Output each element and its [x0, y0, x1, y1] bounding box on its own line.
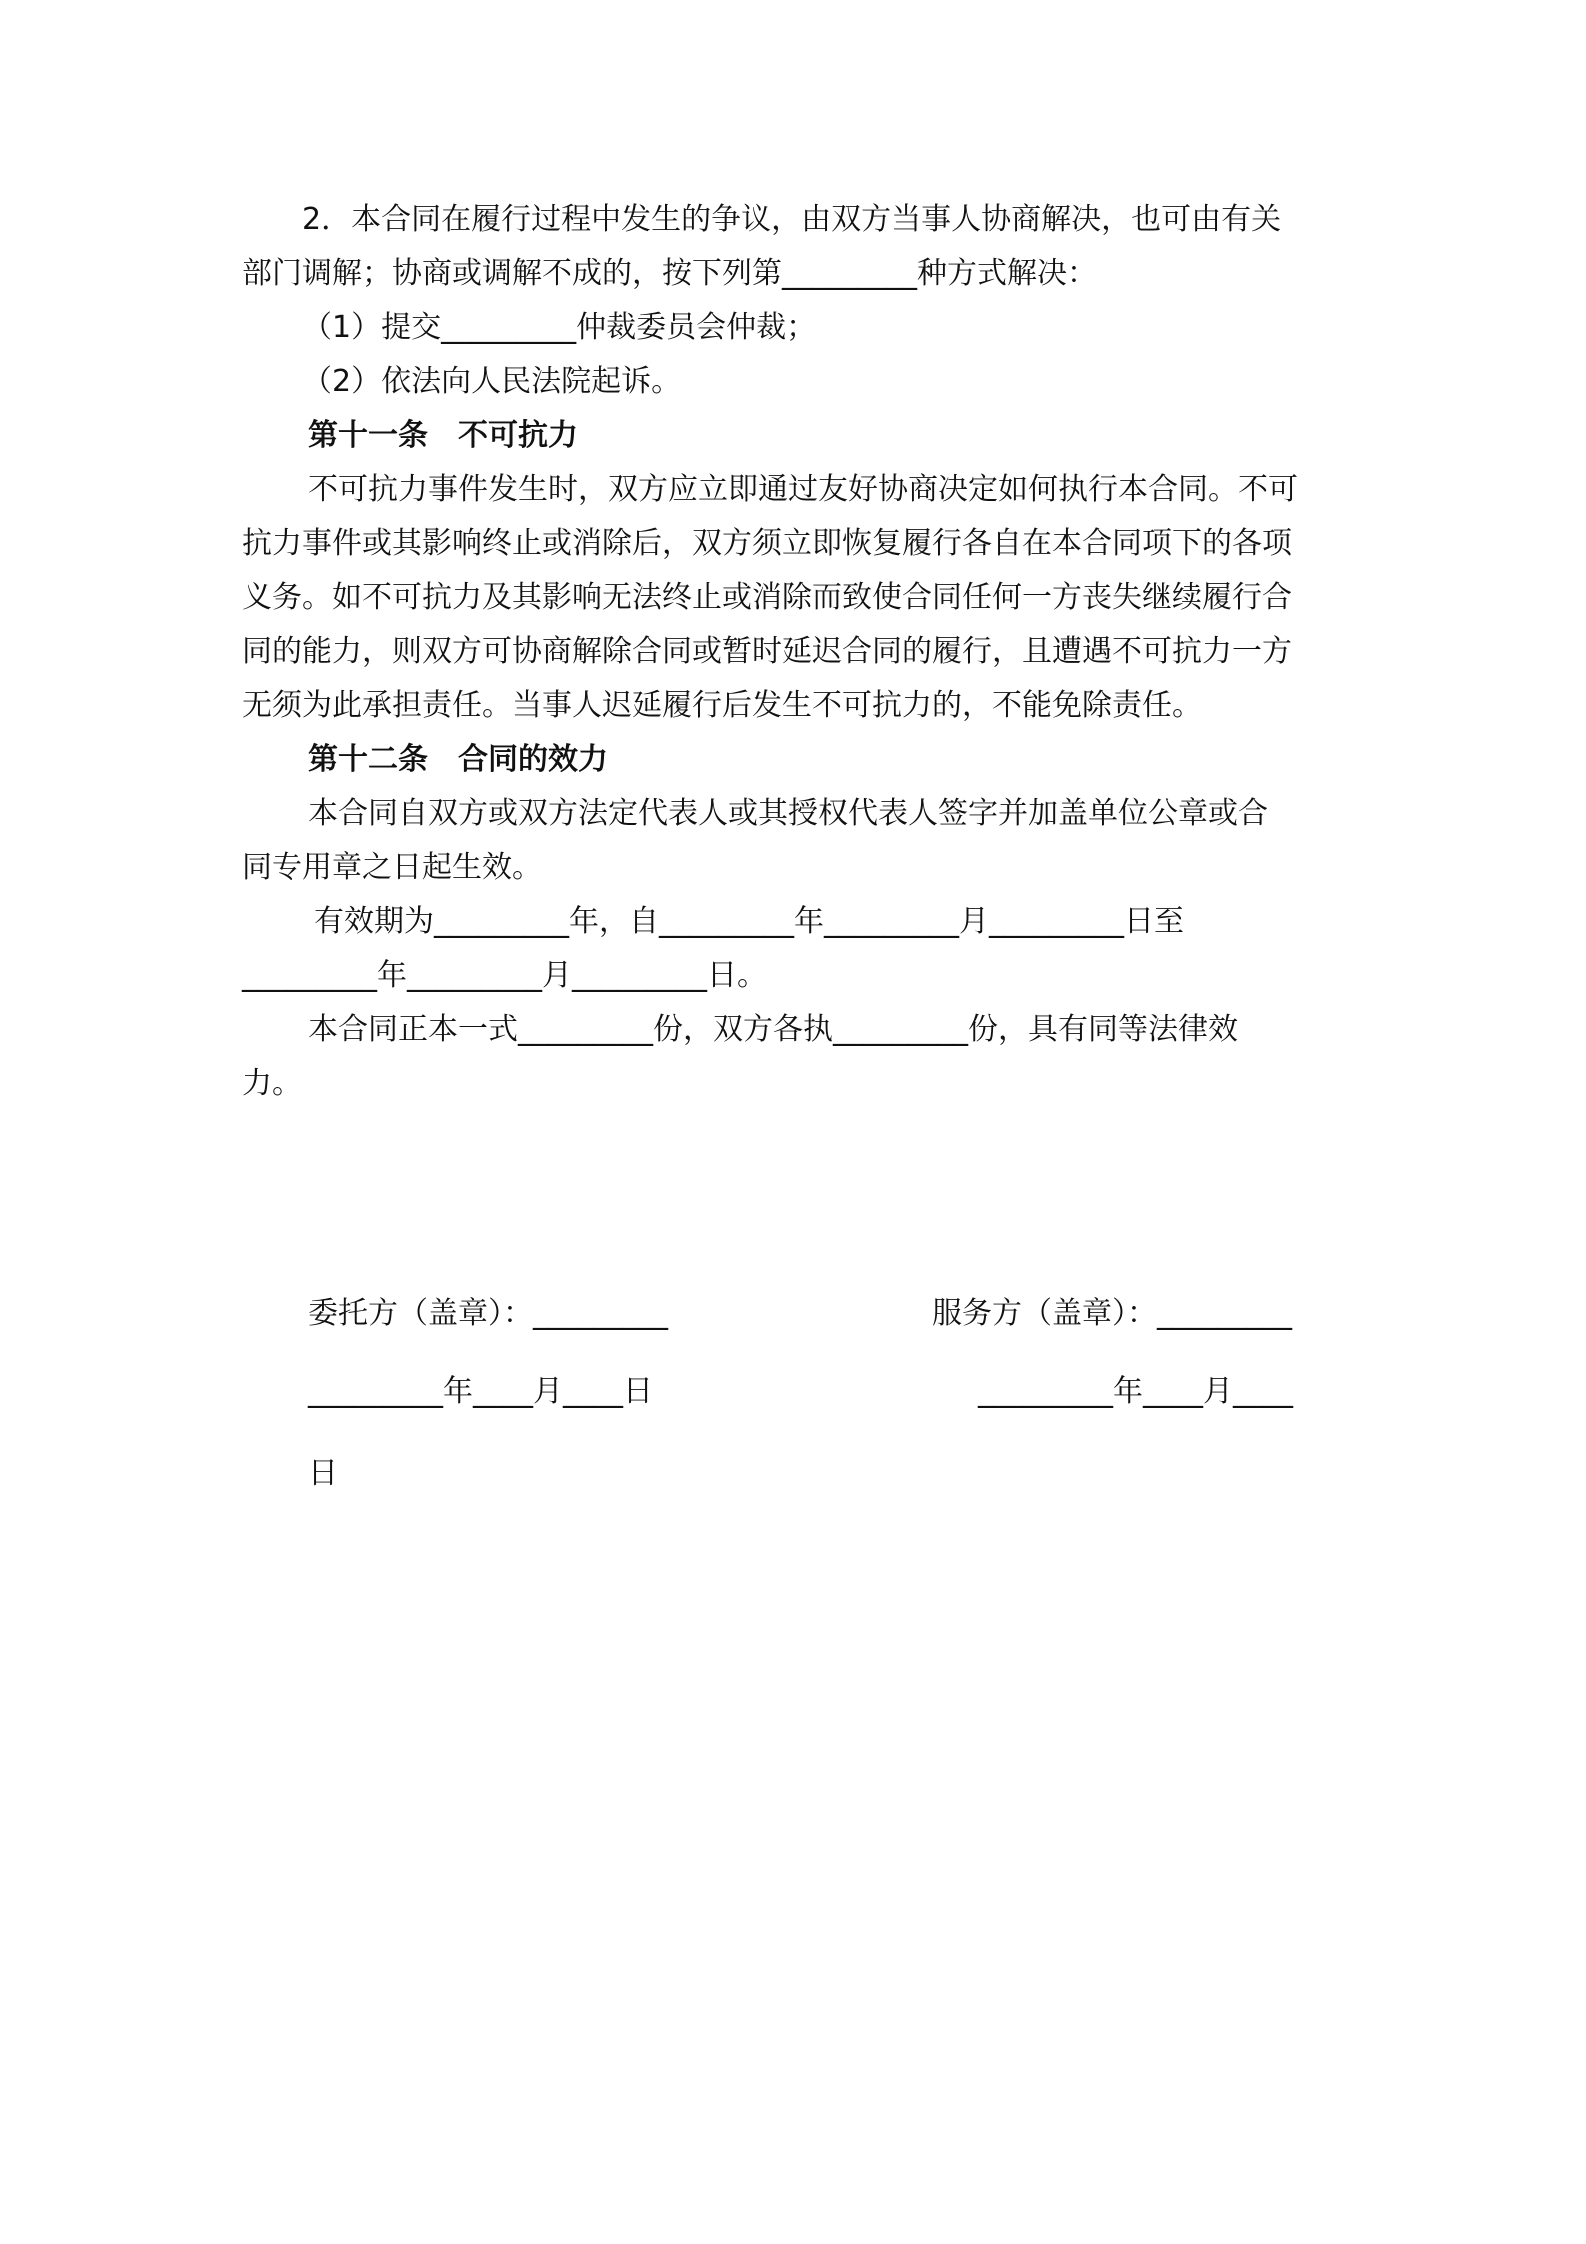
article-11-line-4: 同的能力，则双方可协商解除合同或暂时延迟合同的履行，且遭遇不可抗力一方	[242, 634, 1292, 669]
client-signing-date: _________年____月____日	[308, 1374, 653, 1409]
court-option-line: （2）依法向人民法院起诉。	[302, 364, 682, 399]
article-11-line-3: 义务。如不可抗力及其影响无法终止或消除而致使合同任何一方丧失继续履行合	[242, 580, 1292, 615]
article-11-heading: 第十一条 不可抗力	[308, 418, 578, 453]
copies-line-1: 本合同正本一式_________份，双方各执_________份，具有同等法律效	[308, 1012, 1238, 1047]
provider-seal-line: 服务方（盖章）：_________	[932, 1296, 1292, 1331]
provider-signing-date-day: 日	[308, 1456, 338, 1491]
clause-10-item-2-line-1: 2．本合同在履行过程中发生的争议，由双方当事人协商解决，也可由有关	[302, 202, 1282, 237]
article-11-line-2: 抗力事件或其影响终止或消除后，双方须立即恢复履行各自在本合同项下的各项	[242, 526, 1292, 561]
validity-period-line-1: 有效期为_________年，自_________年_________月_________日至	[314, 904, 1184, 939]
arbitration-option-line: （1）提交_________仲裁委员会仲裁；	[302, 310, 817, 345]
provider-signing-date: _________年____月____	[978, 1374, 1293, 1409]
article-12-line-2: 同专用章之日起生效。	[242, 850, 542, 885]
copies-line-2: 力。	[242, 1066, 302, 1101]
article-11-line-5: 无须为此承担责任。当事人迟延履行后发生不可抗力的，不能免除责任。	[242, 688, 1202, 723]
clause-10-item-2-line-2: 部门调解；协商或调解不成的，按下列第_________种方式解决：	[242, 256, 1097, 291]
article-12-line-1: 本合同自双方或双方法定代表人或其授权代表人签字并加盖单位公章或合	[308, 796, 1268, 831]
article-12-heading: 第十二条 合同的效力	[308, 742, 608, 777]
validity-period-line-2: _________年_________月_________日。	[242, 958, 767, 993]
article-11-line-1: 不可抗力事件发生时，双方应立即通过友好协商决定如何执行本合同。不可	[308, 472, 1298, 507]
client-seal-line: 委托方（盖章）：_________	[308, 1296, 668, 1331]
